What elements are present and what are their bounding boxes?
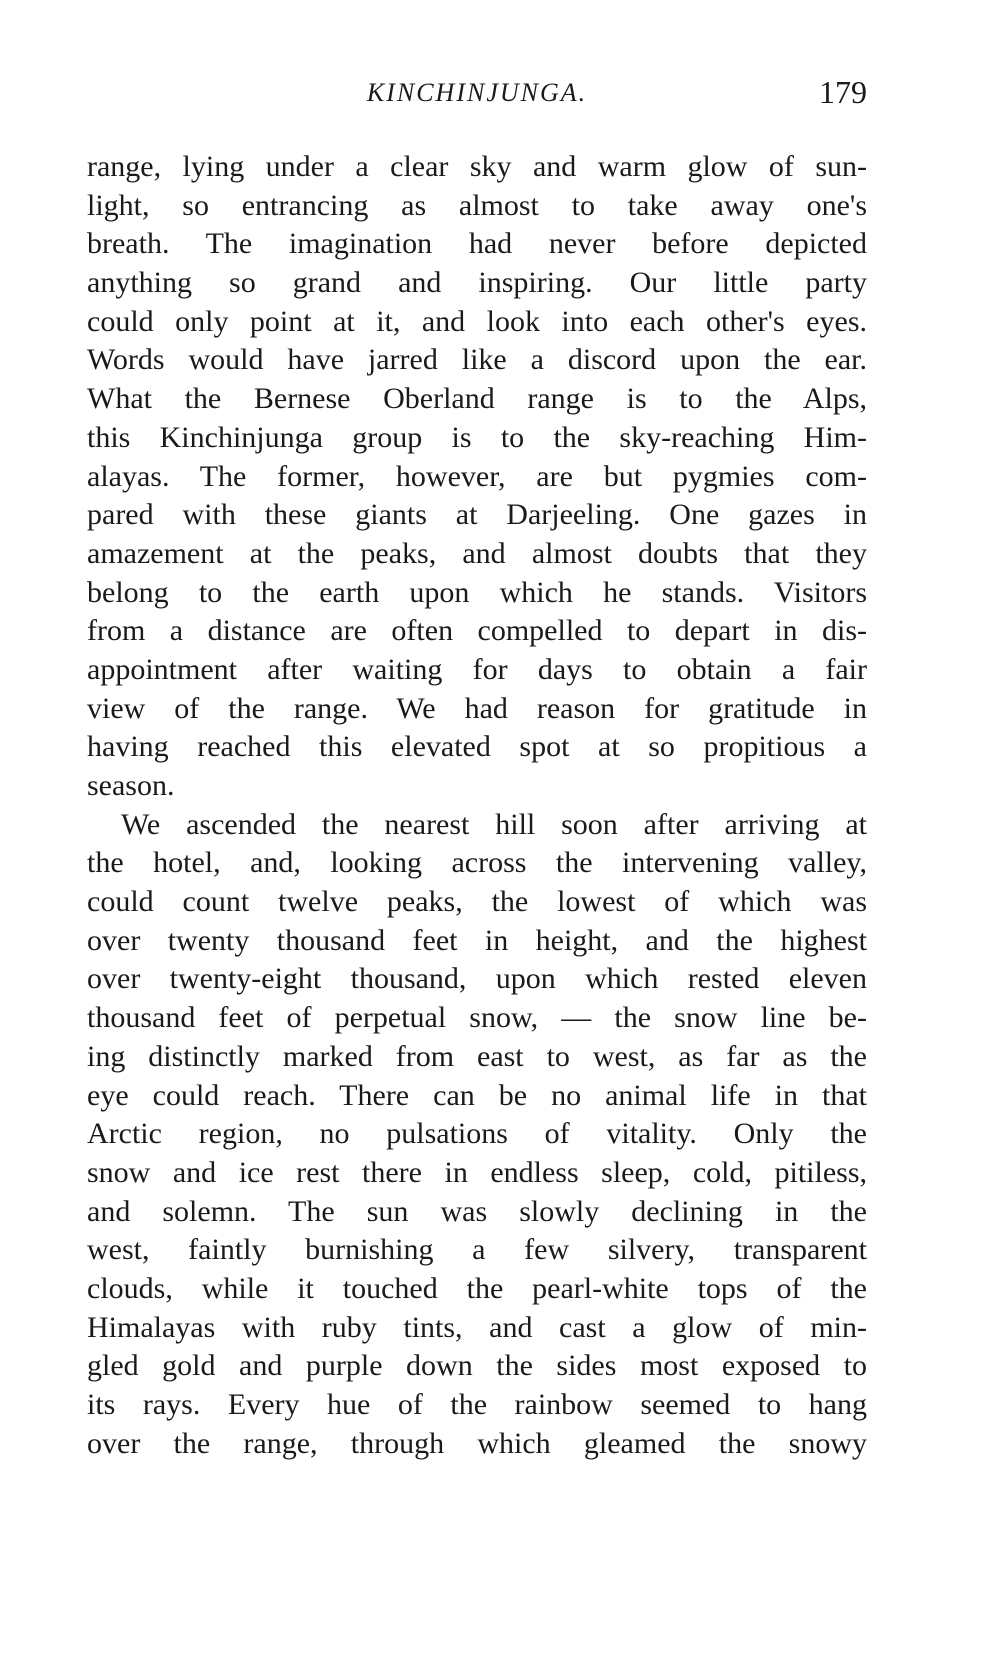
text-line: amazement at the peaks, and almost doubts that they [87,536,867,570]
text-line: gled gold and purple down the sides most exposed to [87,1349,867,1383]
text-line: the hotel, and, looking across the intervening valley, [87,846,867,880]
text-line: ing distinctly marked from east to west, as far as the [87,1039,867,1073]
text-line: its rays. Every hue of the rainbow seemed to hang [87,1388,867,1421]
text-line: over twenty thousand feet in height, and the highest [87,923,867,957]
text-line: pared with these giants at Darjeeling. One gazes in [87,498,867,532]
text-line: anything so grand and inspiring. Our little party [87,266,867,300]
text-line: season. [87,769,175,802]
body-text [87,148,867,1463]
text-line: Arctic region, no pulsations of vitality. Only the [87,1117,867,1151]
text-line: breath. The imagination had never before depicted [87,227,867,261]
text-line: appointment after waiting for days to obtain a fair [87,652,867,686]
text-line: west, faintly burnishing a few silvery, transparent [87,1233,867,1267]
text-line: snow and ice rest there in endless sleep, cold, pitiless, [87,1155,867,1189]
text-line: from a distance are often compelled to depart in dis- [87,614,867,648]
text-line: range, lying under a clear sky and warm glow of sun- [87,150,867,183]
text-line: clouds, while it touched the pearl-white tops of the [87,1271,867,1305]
text-line: alayas. The former, however, are but pygmies com- [87,459,867,493]
text-line: thousand feet of perpetual snow, — the snow line be- [87,1001,867,1035]
text-line: Himalayas with ruby tints, and cast a glow of min- [87,1310,867,1344]
text-line: this Kinchinjunga group is to the sky-reaching Him- [87,420,867,454]
text-line: view of the range. We had reason for gratitude in [87,691,867,725]
text-line: over twenty-eight thousand, upon which rested eleven [87,962,867,996]
text-line: light, so entrancing as almost to take away one's [87,188,867,222]
text-line: We ascended the nearest hill soon after arriving at [121,807,867,841]
text-line: over the range, through which gleamed the snowy [87,1426,867,1460]
text-line: belong to the earth upon which he stands. Visitors [87,575,867,609]
text-line: could only point at it, and look into each other's eyes. [87,304,867,338]
running-title: KINCHINJUNGA. [366,78,588,107]
page-number: 179 [819,74,867,110]
text-line: having reached this elevated spot at so propitious a [87,730,867,764]
text-line: could count twelve peaks, the lowest of which was [87,885,867,919]
text-line: What the Bernese Oberland range is to the Alps, [87,382,867,416]
text-line: and solemn. The sun was slowly declining in the [87,1194,867,1228]
running-head [87,74,867,118]
text-line: eye could reach. There can be no animal life in that [87,1078,867,1112]
text-line: Words would have jarred like a discord upon the ear. [87,343,867,377]
